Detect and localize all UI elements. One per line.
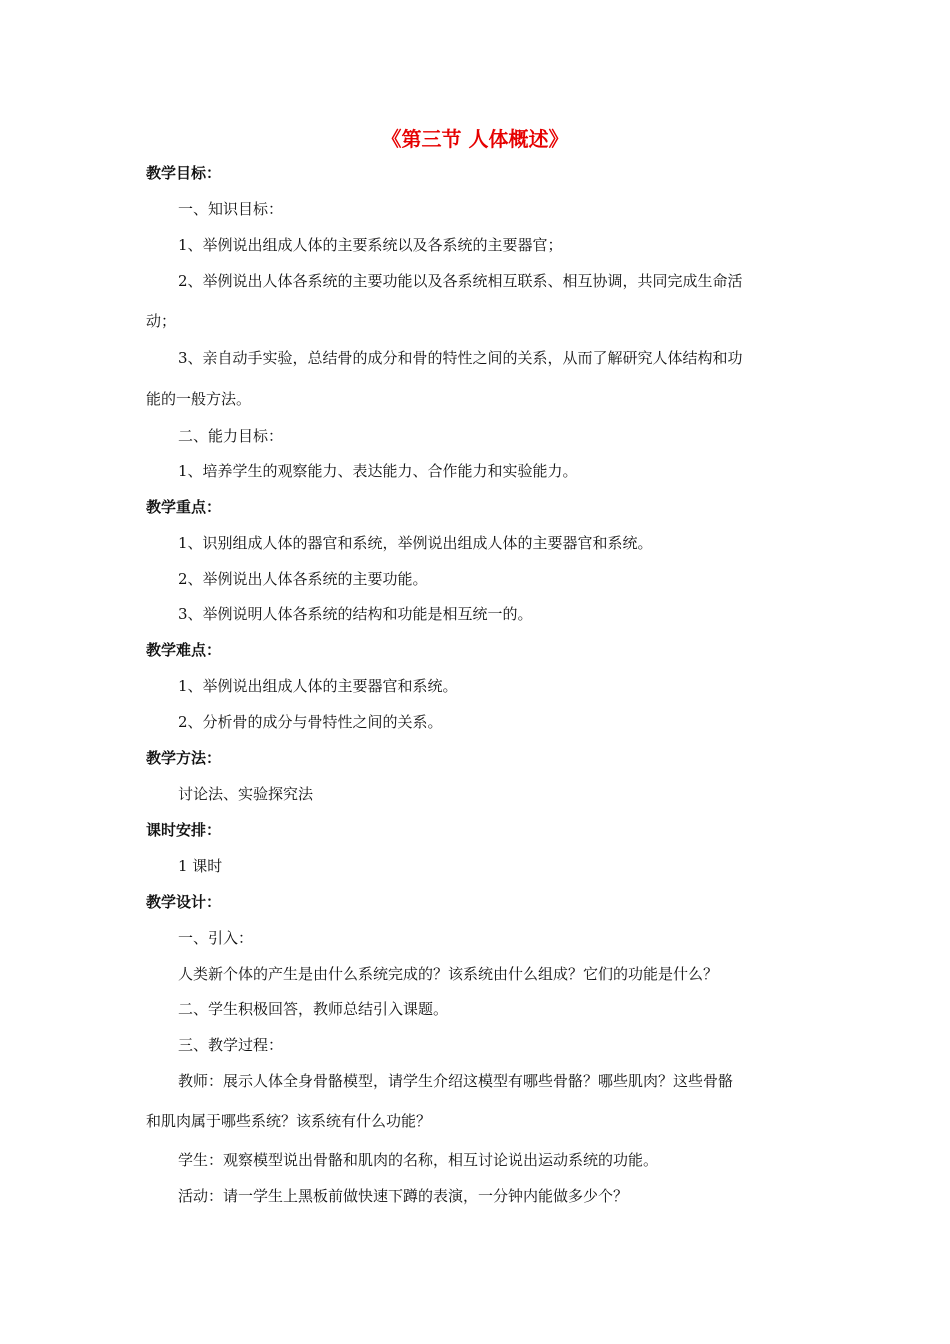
intro-heading: 一、引入：	[178, 929, 254, 947]
knowledge-objectives-heading: 一、知识目标：	[178, 200, 284, 218]
design-step-2: 二、学生积极回答，教师总结引入课题。	[178, 1000, 449, 1018]
key-point-3: 3、举例说明人体各系统的结构和功能是相互统一的。	[178, 605, 533, 623]
document-title: 《第三节 人体概述》	[381, 127, 569, 151]
activity-line: 活动：请一学生上黑板前做快速下蹲的表演，一分钟内能做多少个？	[178, 1187, 629, 1205]
knowledge-objective-2-line-2: 动；	[146, 312, 177, 330]
key-points-heading: 教学重点：	[146, 498, 222, 516]
key-point-2: 2、举例说出人体各系统的主要功能。	[178, 570, 428, 588]
schedule-heading: 课时安排：	[146, 821, 222, 839]
ability-objective-1: 1、培养学生的观察能力、表达能力、合作能力和实验能力。	[178, 462, 578, 480]
methods-text: 讨论法、实验探究法	[178, 785, 314, 803]
knowledge-objective-1: 1、举例说出组成人体的主要系统以及各系统的主要器官；	[178, 236, 563, 254]
difficulty-1: 1、举例说出组成人体的主要器官和系统。	[178, 677, 458, 695]
knowledge-objective-2-line-1: 2、举例说出人体各系统的主要功能以及各系统相互联系、相互协调，共同完成生命活	[178, 272, 743, 290]
design-step-3: 三、教学过程：	[178, 1036, 284, 1054]
teacher-line-2: 和肌肉属于哪些系统？该系统有什么功能？	[146, 1112, 432, 1130]
student-line: 学生：观察模型说出骨骼和肌肉的名称，相互讨论说出运动系统的功能。	[178, 1151, 659, 1169]
design-heading: 教学设计：	[146, 893, 222, 911]
key-point-1: 1、识别组成人体的器官和系统，举例说出组成人体的主要器官和系统。	[178, 534, 653, 552]
difficulty-2: 2、分析骨的成分与骨特性之间的关系。	[178, 713, 443, 731]
methods-heading: 教学方法：	[146, 749, 222, 767]
ability-objectives-heading: 二、能力目标：	[178, 427, 284, 445]
knowledge-objective-3-line-2: 能的一般方法。	[146, 390, 252, 408]
schedule-text: 1 课时	[178, 857, 223, 875]
intro-question: 人类新个体的产生是由什么系统完成的？该系统由什么组成？它们的功能是什么？	[178, 965, 719, 983]
difficulties-heading: 教学难点：	[146, 641, 222, 659]
teacher-line-1: 教师：展示人体全身骨骼模型，请学生介绍这模型有哪些骨骼？哪些肌肉？这些骨骼	[178, 1072, 734, 1090]
objectives-heading: 教学目标：	[146, 164, 222, 182]
knowledge-objective-3-line-1: 3、亲自动手实验，总结骨的成分和骨的特性之间的关系，从而了解研究人体结构和功	[178, 349, 743, 367]
